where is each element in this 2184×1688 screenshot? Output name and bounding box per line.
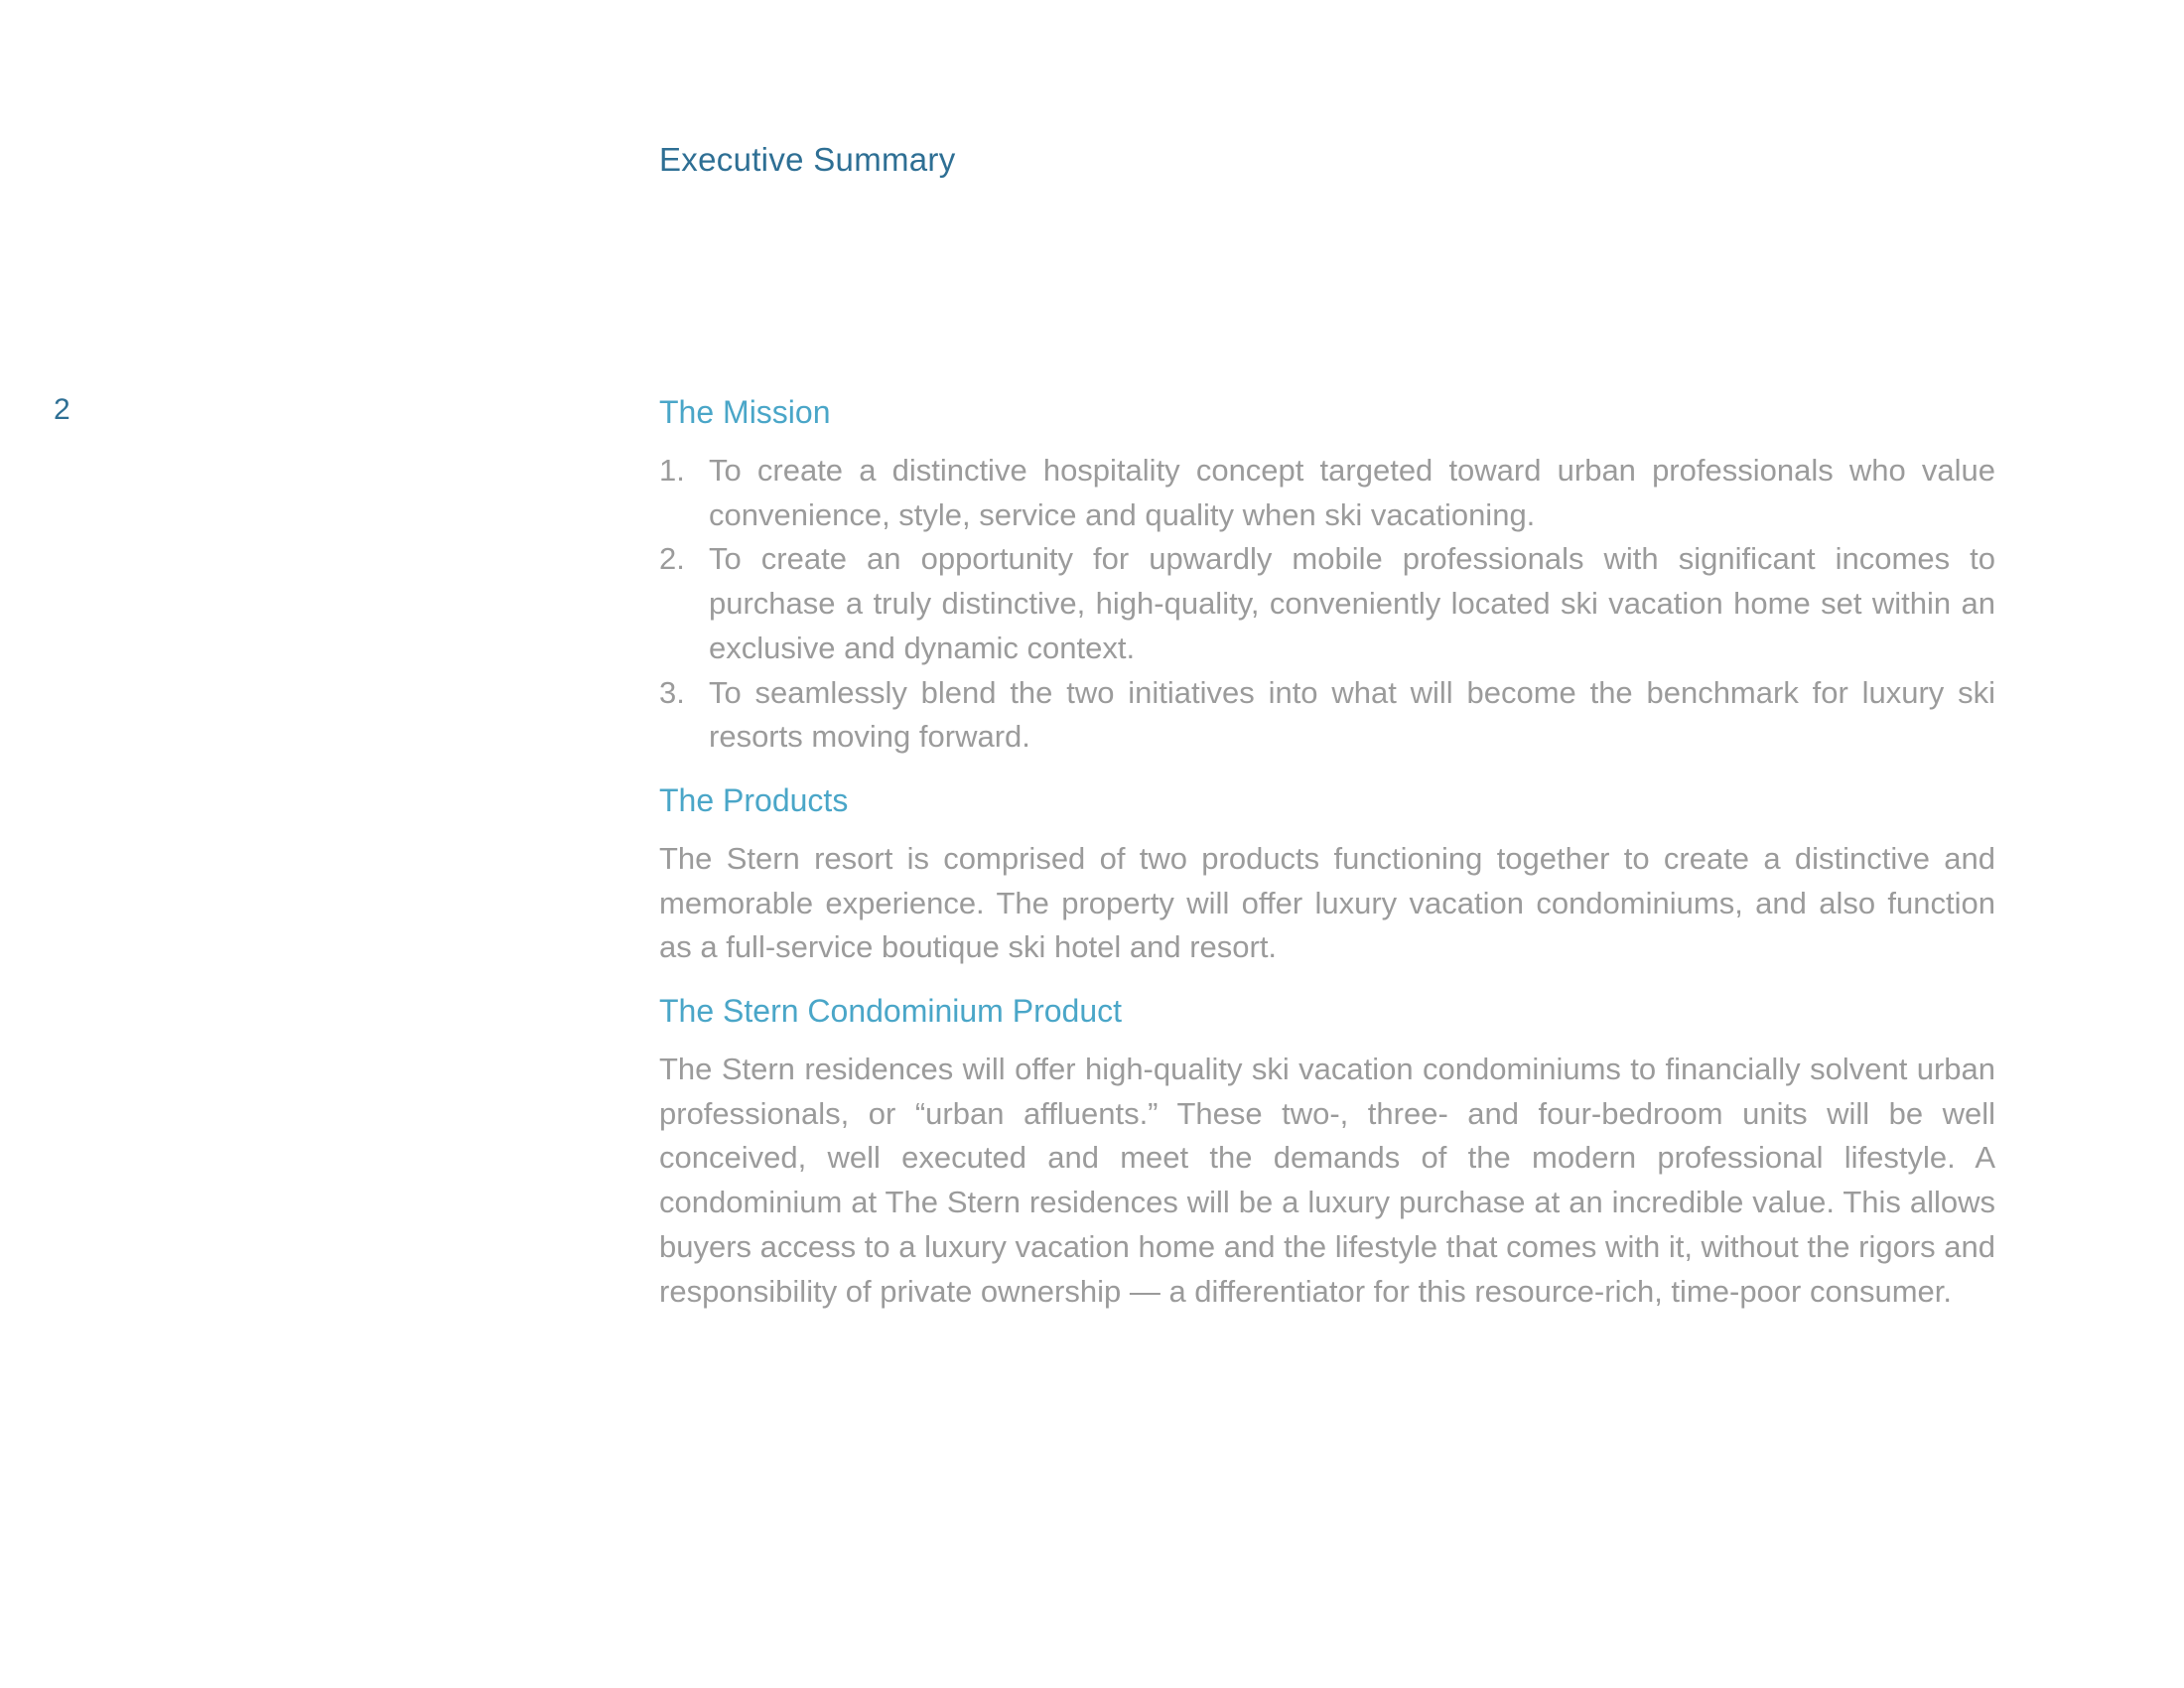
mission-item-2 [659,537,1995,670]
mission-item-text: To seamlessly blend the two initiatives into what will become the benchmark for luxury ski resorts moving forward. [709,674,1995,755]
page-title: Executive Summary [659,141,956,178]
mission-item-number: 1. [659,453,685,488]
mission-item-1 [659,449,1995,537]
mission-item-3 [659,671,1995,760]
mission-item-text: To create a distinctive hospitality concept targeted toward urban professionals who value convenience, style, service and quality when ski vacationing. [709,453,1995,532]
mission-item-number: 3. [659,674,685,710]
mission-list [659,449,1995,760]
document-body [659,389,1995,1332]
page-number: 2 [54,393,70,426]
mission-item-number: 2. [659,541,685,577]
products-paragraph: The Stern resort is comprised of two products functioning together to create a distinctive and memorable experience. The property will offer luxury vacation condominiums, and also function as a full-service boutique ski hotel and resort. [659,840,1995,965]
mission-item-text: To create an opportunity for upwardly mobile professionals with significant incomes to purchase a truly distinctive, high-quality, conveniently located ski vacation home set within an exclusive and dynamic context. [709,541,1995,665]
products-heading: The Products [659,781,849,818]
condominium-paragraph: The Stern residences will offer high-quality ski vacation condominiums to financially solvent urban professionals, or “urban affluents.” These two-, three- and four-bedroom units will be well conceived, well executed and meet the demands of the modern professional lifestyle. A condominium at The Stern residences will be a luxury purchase at an incredible value. This allows buyers access to a luxury vacation home and the lifestyle that comes with it, without the rigors and responsibility of private ownership — a differentiator for this resource-rich, time-poor consumer. [659,1052,1995,1309]
mission-heading: The Mission [659,394,831,430]
condominium-heading: The Stern Condominium Product [659,993,1122,1030]
